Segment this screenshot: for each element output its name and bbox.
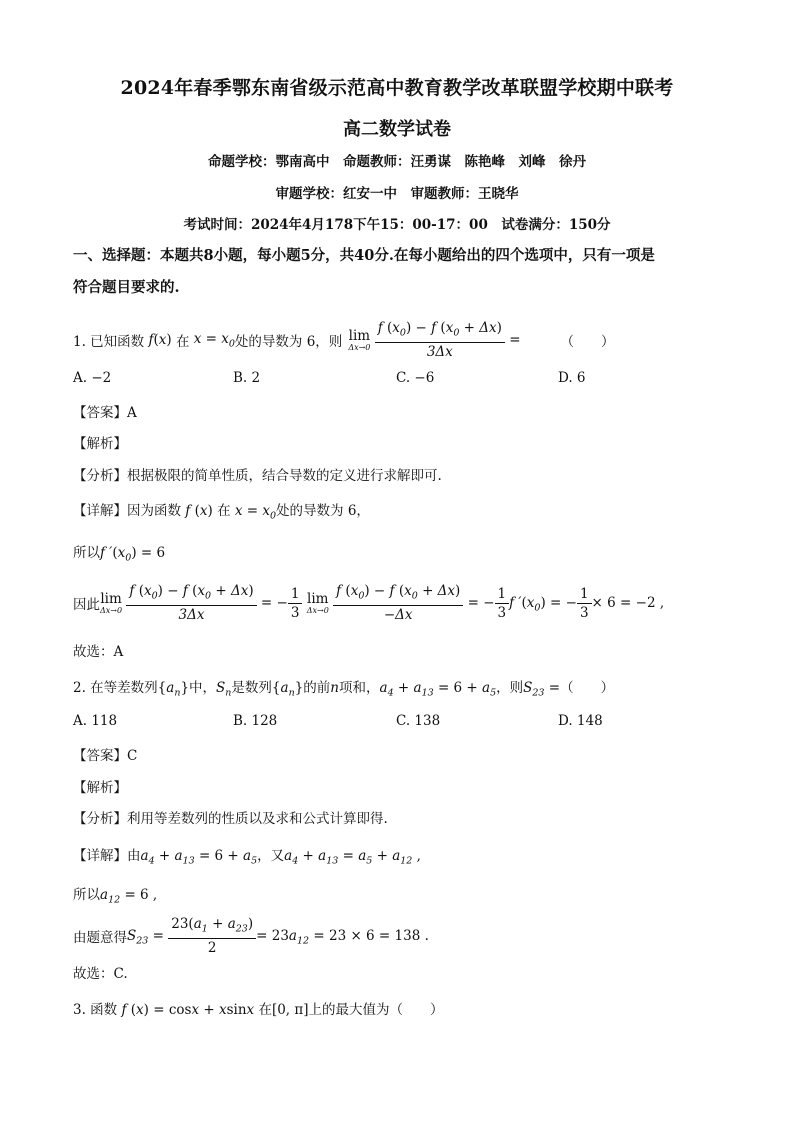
choose-label: 故选： <box>73 966 114 982</box>
fenxi-text: 根据极限的简单性质，结合导数的定义进行求解即可. <box>127 468 442 484</box>
so-prefix: 所以 <box>73 545 100 561</box>
q2-fenxi <box>73 807 388 827</box>
q2-so-line: 所以$a_{12} = 6$ , <box>73 887 158 906</box>
q2-mid5: ，则 <box>496 680 524 696</box>
detail-text-c: 处的导数为 6， <box>276 503 370 519</box>
q2-option-b: B. 128 <box>233 713 278 729</box>
q1-option-b: B. 2 <box>233 370 261 386</box>
proposer-line: 命题学校：鄂南高中 命题教师：汪勇谋 陈艳峰 刘峰 徐丹 <box>208 154 586 170</box>
q1-hence-line <box>73 580 664 626</box>
q2-prefix: 2. 在等差数列 <box>73 680 158 696</box>
q2-detail: 【详解】由$a_4 + a_{13} = 6 + a_5$，又$a_4 + a_{13} = a_5 + a_{12}$ , <box>73 848 421 867</box>
q2-option-c: C. 138 <box>396 713 441 729</box>
q1-prefix: 1. 已知函数 <box>73 334 145 350</box>
q1-detail: 【详解】因为函数 f (x) 在 $x = x_0$处的导数为 6， <box>73 503 370 522</box>
hence-prefix: 因此 <box>73 597 100 613</box>
choose-value: A <box>113 644 124 660</box>
q2-choose <box>73 962 128 982</box>
fenxi-text: 利用等差数列的性质以及求和公式计算即得. <box>127 811 388 827</box>
question-1 <box>73 315 615 365</box>
exam-info-line: 考试时间：2024年4月178下午15：00-17：00 试卷满分：150分 <box>183 217 611 233</box>
q1-mid1: 在 <box>175 334 190 350</box>
so-prefix: 所以 <box>73 887 100 903</box>
q2-mid3: 的前 <box>303 680 331 696</box>
answer-label: 【答案】 <box>73 748 127 764</box>
q1-so-line: 所以f $'(x_0) = 6$ <box>73 545 166 564</box>
q2-mid4: 项和， <box>339 680 380 696</box>
question-2: 2. 在等差数列$\{a_n\}$中，$S_n$是数列$\{a_n\}$的前n项和，$a_4 + a_{13} = 6 + a_5$，则$S_{23}$ =（ ） <box>73 680 615 699</box>
detail-text-a: 由 <box>127 848 141 864</box>
q1-option-a: A. −2 <box>73 370 112 386</box>
answer-label: 【答案】 <box>73 405 127 421</box>
q3-prefix: 3. 函数 <box>73 1002 118 1018</box>
q2-option-d: D. 148 <box>558 713 603 729</box>
choose-value: C. <box>113 966 128 982</box>
q1-answer <box>73 401 137 421</box>
q2-mid2: 是数列 <box>231 680 272 696</box>
q1-point: $x = x_0$ <box>189 330 235 350</box>
q1-paren: （ ） <box>560 334 615 350</box>
q2-analysis-label: 【解析】 <box>73 780 127 796</box>
exam-subtitle: 高二数学试卷 <box>343 119 451 140</box>
q2-mid1: 中， <box>189 680 217 696</box>
q2-sum-line: 由题意得 $S_{23}$ = $\frac{23(a_1 + a_{23})}{2}$ = $23a_{12} = 23 \times 6 = 138$ . <box>73 915 429 957</box>
q2-answer <box>73 744 137 764</box>
section-heading-line2: 符合题目要求的. <box>73 279 180 296</box>
detail-text-a: 因为函数 <box>127 503 181 519</box>
q1-func: f(x) <box>144 332 172 348</box>
q1-choose <box>73 640 123 660</box>
section-heading-line1: 一、选择题：本题共8小题，每小题5分，共40分.在每小题给出的四个选项中，只有一项是 <box>73 247 655 264</box>
detail-text-b: ，又 <box>257 848 285 864</box>
q1-fenxi <box>73 464 442 484</box>
q2-paren: （ ） <box>560 680 615 696</box>
q2-option-a: A. 118 <box>73 713 118 729</box>
from-text: 由题意得 <box>73 930 127 946</box>
reviewer-line: 审题学校：红安一中 审题教师：王晓华 <box>275 186 519 202</box>
q1-option-c: C. −6 <box>396 370 435 386</box>
answer-value: C <box>127 748 138 764</box>
choose-label: 故选： <box>73 644 114 660</box>
q1-analysis-label: 【解析】 <box>73 436 127 452</box>
answer-value: A <box>127 405 137 421</box>
exam-title: 2024年春季鄂东南省级示范高中教育教学改革联盟学校期中联考 <box>120 77 674 99</box>
question-3: 3. 函数 f (x) = cosx + xsinx 在[0, π]上的最大值为（ ） <box>73 1002 444 1018</box>
q1-mid2: 处的导数为 6，则 <box>234 334 343 350</box>
detail-label: 【详解】 <box>73 848 127 864</box>
q3-mid2: 上的最大值为（ ） <box>308 1002 444 1018</box>
fenxi-label: 【分析】 <box>73 468 127 484</box>
q1-option-d: D. 6 <box>558 370 586 386</box>
detail-label: 【详解】 <box>73 503 127 519</box>
fenxi-label: 【分析】 <box>73 811 127 827</box>
q1-limit-expr: lim Δx→0 $\frac{f (x_0) - f (x_0 + \Delta x)}{3\Delta x}$ = <box>348 319 521 361</box>
q3-mid1: 在 <box>258 1002 272 1018</box>
detail-text-b: 在 <box>217 503 231 519</box>
q1-derivation: lim Δx→0 $\frac{f (x_0) - f (x_0 + \Delta x)}{3\Delta x}$ = − $\frac{1}{3}$ lim Δx→0 $\frac{f (x_0) - f (x_0 + \Delta x)}{-\Delta x}$ = − $\frac{1}{3}$ f $'(x_0)$ = − $\frac{1}{3}$ × 6 = −2 , <box>100 582 665 624</box>
